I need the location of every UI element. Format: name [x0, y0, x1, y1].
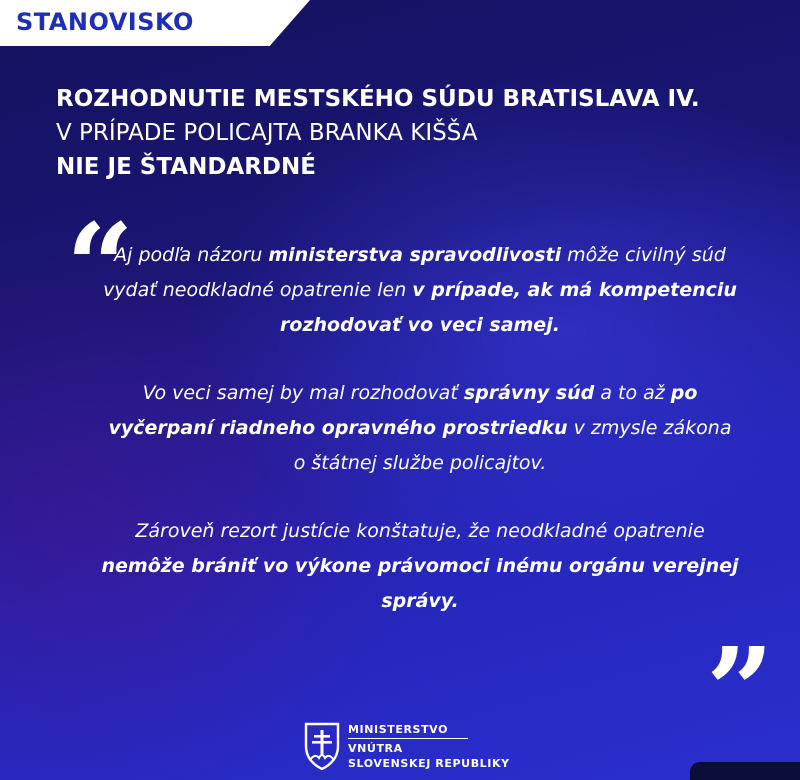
quote-emphasis: po vyčerpaní riadneho opravného prostriedku — [108, 382, 698, 439]
corner-decoration — [690, 762, 800, 780]
quote-emphasis: správny súd — [463, 382, 595, 404]
headline-line-2: V PRÍPADE POLICAJTA BRANKA KIŠŠA — [56, 120, 478, 146]
ministry-line-2: VNÚTRA — [348, 742, 403, 755]
quote-text: môže civilný súd vydať neodkladné opatrenie len — [103, 244, 726, 301]
quote-emphasis: nemôže brániť vo výkone právomoci inému orgánu verejnej správy. — [101, 555, 739, 612]
quote-text: Aj podľa názoru — [114, 244, 269, 266]
quote-text: Zároveň rezort justície konštatuje, že neodkladné opatrenie — [135, 520, 705, 542]
quote-body — [100, 238, 740, 652]
quote-text: a to až — [594, 382, 671, 404]
ministry-name — [348, 722, 588, 771]
headline-line-1: ROZHODNUTIE MESTSKÉHO SÚDU BRATISLAVA IV. — [56, 86, 700, 112]
quote-paragraph-2 — [100, 376, 740, 481]
open-quote-icon: “ — [66, 197, 134, 336]
headline-line-3: NIE JE ŠTANDARDNÉ — [56, 154, 316, 180]
quote-emphasis: ministerstva spravodlivosti — [268, 244, 562, 266]
ministry-line-3: SLOVENSKEJ REPUBLIKY — [348, 757, 510, 770]
quote-paragraph-3 — [100, 514, 740, 619]
quote-text: Vo veci samej by mal rozhodovať — [142, 382, 464, 404]
quote-text: v zmysle zákona o štátnej službe policajtov. — [293, 417, 732, 474]
close-quote-icon: ” — [706, 621, 774, 760]
headline — [56, 82, 700, 184]
slovak-coat-of-arms-icon — [304, 722, 340, 770]
quote-paragraph-1 — [100, 238, 740, 343]
badge-label: STANOVISKO — [16, 8, 194, 36]
quote-emphasis: v prípade, ak má kompetenciu rozhodovať vo veci samej. — [280, 279, 737, 336]
ministry-line-1: MINISTERSTVO — [348, 722, 468, 739]
